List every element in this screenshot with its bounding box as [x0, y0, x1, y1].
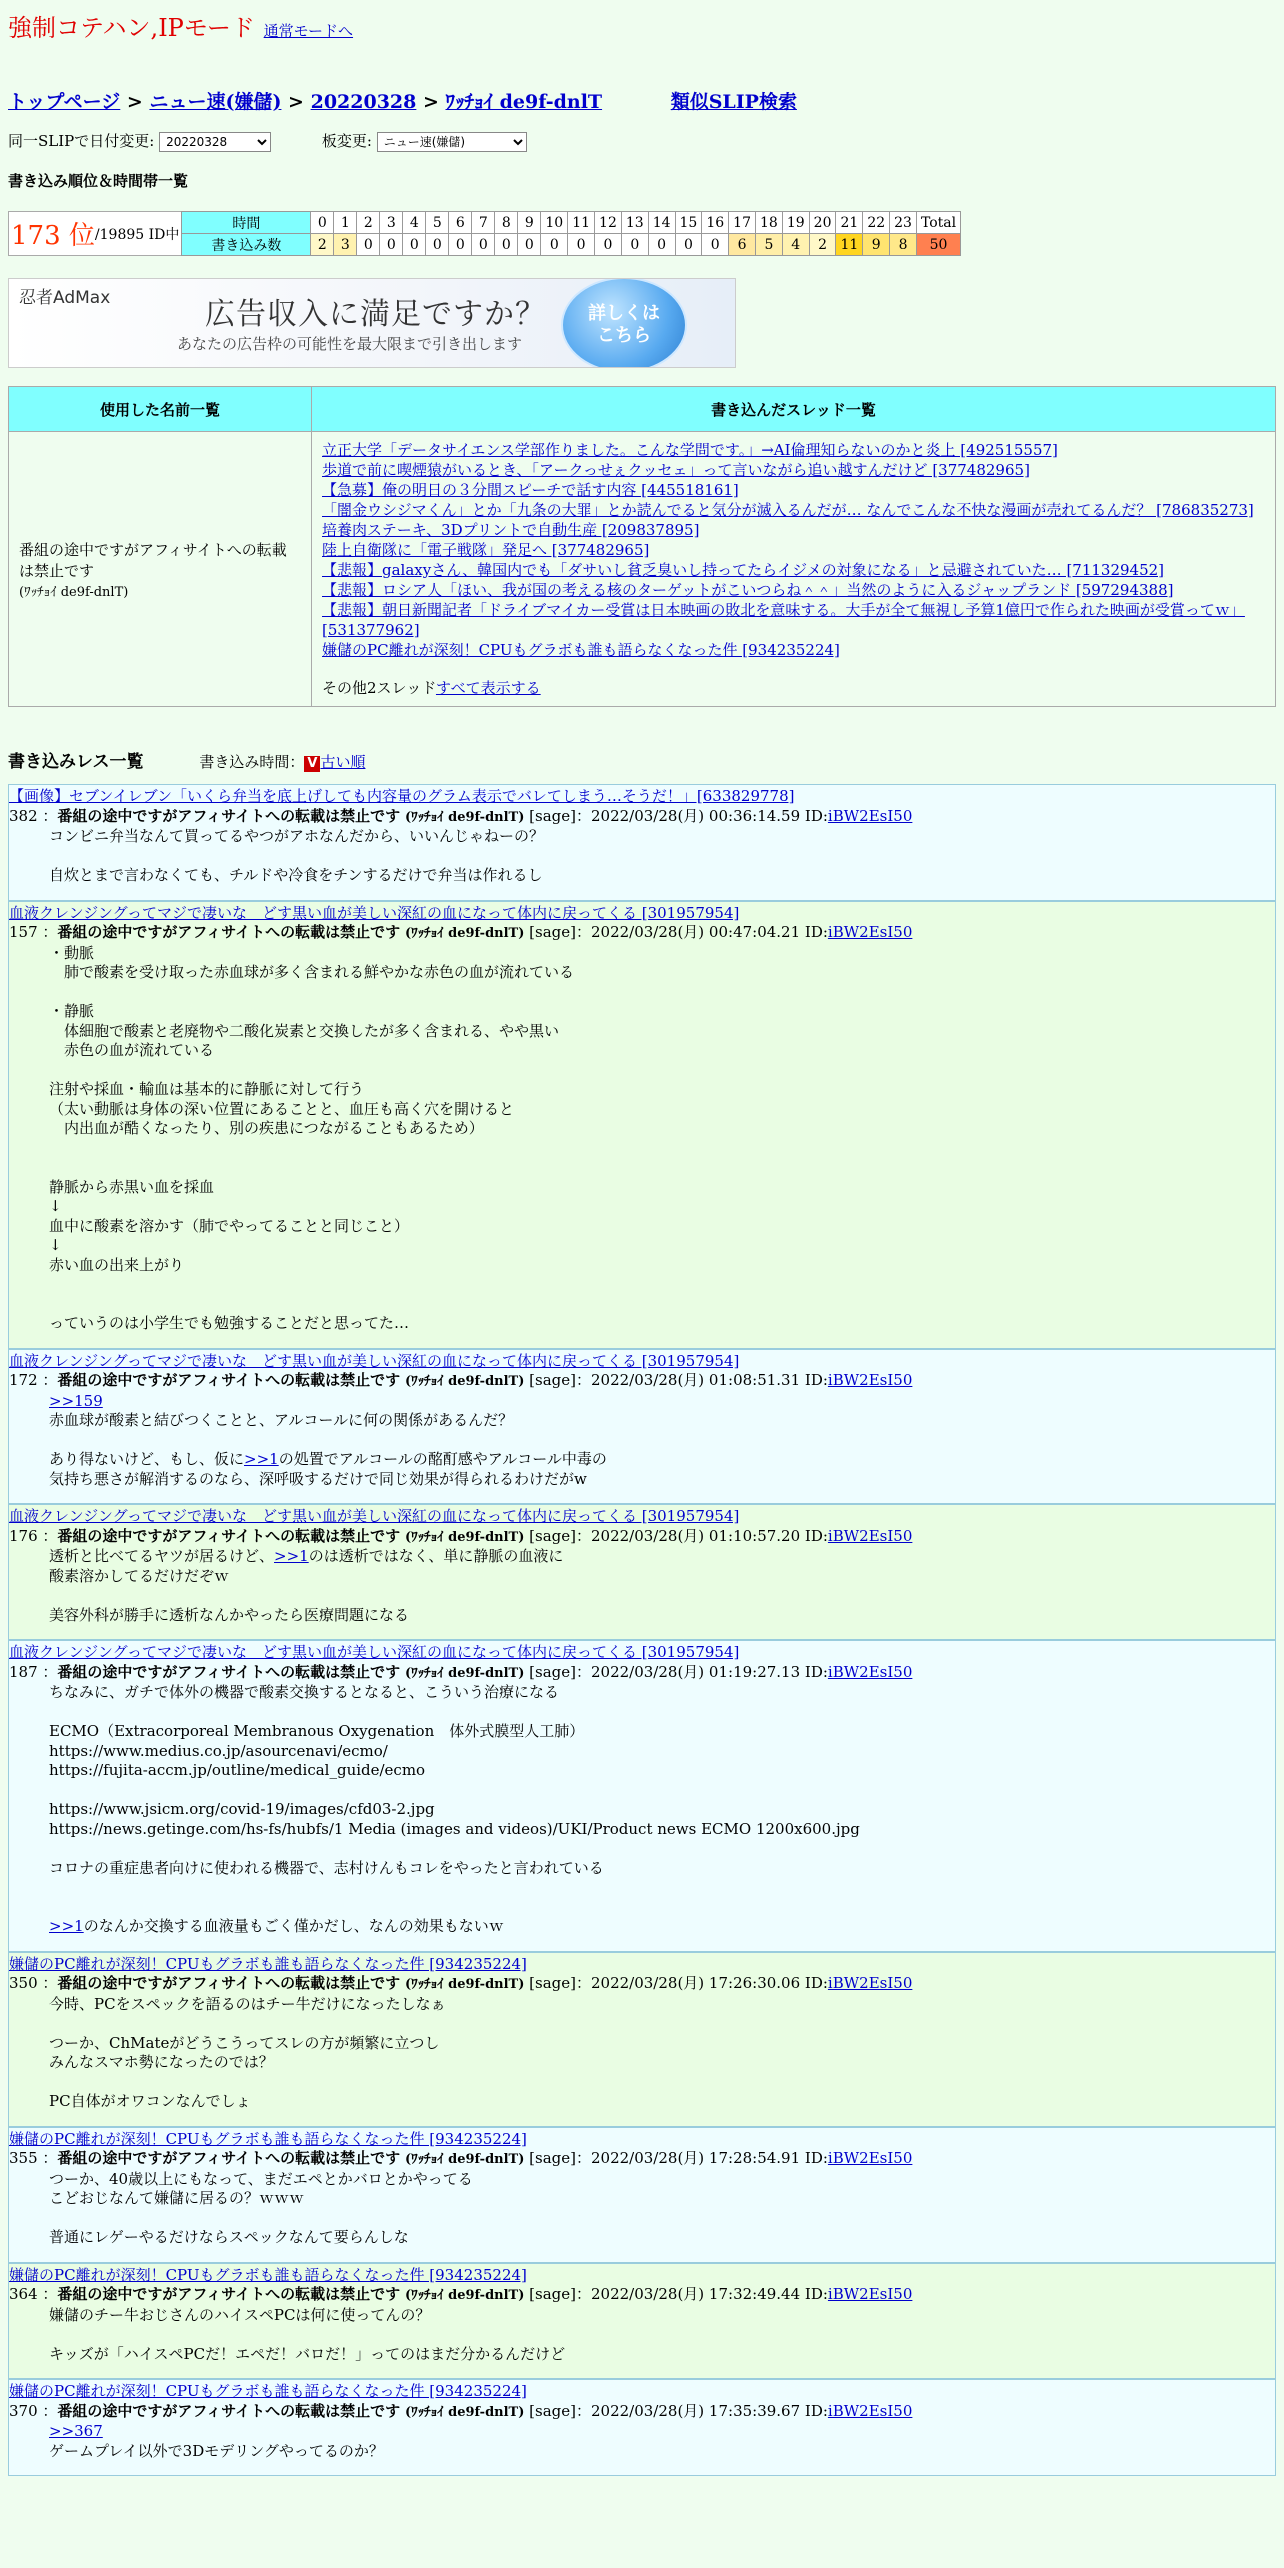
post-thread-link[interactable]: 嫌儲のPC離れが深刻！CPUもグラボも誰も語らなくなった件 [934235224] [9, 1954, 527, 1973]
hour-label-cell: 7 [472, 212, 495, 234]
oldest-first-link[interactable]: 古い順 [320, 753, 366, 771]
breadcrumb-sep: > [416, 91, 446, 113]
hour-count-cell: 50 [916, 234, 960, 256]
hour-count-cell: 0 [426, 234, 449, 256]
post-colon: ： [37, 1371, 58, 1389]
hour-label-cell: 19 [782, 212, 809, 234]
post-number: 187 [9, 1662, 38, 1681]
reply-anchor-link[interactable]: >>1 [49, 1917, 84, 1935]
post-body: ・動脈 肺で酸素を受け取った赤血球が多く含まれる鮮やかな赤色の血が流れている ・静脈 体細胞で酸素と老廃物や二酸化炭素と交換したが多く含まれる、やや黒い 赤色の血が流れている 注射や採血・輸血は基本的に静脈に対して行う （太い動脈は身体の深い位置にあることと、血圧も高く穴を開けると 内出血が酷くなったり、別の疾患につながることもあるため） 静脈から赤黒い血を採血 ↓ 血中に酸素を溶かす（肺でやってることと同じこと） ↓ 赤い血の出来上がり っていうのは小学生でも勉強することだと思ってた… [49, 943, 575, 1332]
hour-label-cell: 1 [334, 212, 357, 234]
other-threads-text: その他2スレッド [322, 679, 436, 697]
thread-link[interactable]: 「闇金ウシジマくん」とか「九条の大罪」とか読んでると気分が滅入るんだが… なんでこんな不快な漫画が売れてるんだ？ [786835273] [322, 501, 1254, 519]
hour-label-cell: Total [916, 212, 960, 234]
post-body: ちなみに、ガチで体外の機器で酸素交換するとなると、こういう治療になる ECMO（Extracorporeal Membranous Oxygenation 体外式膜型人工肺） https://www.medius.co.jp/asourcenavi/ecmo/ https://fujita-accm.jp/outline/medical_guide/ecmo https://www.jsicm.org/covid-19/images/cfd03-2.jpg https://news.getinge.com/hs-fs/hubfs/1 Media (images and videos)/UKI/Product news ECMO 1200x600.jpg コロナの重症患者向けに使われる機器で、志村けんもコレをやったと言われている >>1のなんか交換する血液量もごく僅かだし、なんの効果もないｗ [49, 1683, 860, 1935]
hour-label-cell: 21 [836, 212, 863, 234]
post-id-link[interactable]: iBW2EsI50 [827, 2285, 913, 2303]
hour-label-cell: 6 [449, 212, 472, 234]
reply-anchor-link[interactable]: >>367 [49, 2422, 103, 2440]
post-author: 番組の途中ですがアフィサイトへの転載は禁止です [57, 2401, 401, 2420]
thread-link[interactable]: 立正大学「データサイエンス学部作りました。こんな学問です。」→AI倫理知らないのかと炎上 [492515557] [322, 441, 1058, 459]
post-author: 番組の途中ですがアフィサイトへの転載は禁止です [57, 806, 401, 825]
reply-anchor-link[interactable]: >>159 [49, 1391, 103, 1410]
post-id-link[interactable]: iBW2EsI50 [827, 2401, 913, 2420]
hour-count-cell: 0 [357, 234, 380, 256]
thread-link[interactable]: 【悲報】galaxyさん、韓国内でも「ダサいし貧乏臭いし持ってたらイジメの対象になる」と忌避されていた… [711329452] [322, 561, 1165, 579]
post-trip: (ﾜｯﾁｮｲ de9f-dnlT) [404, 2404, 525, 2420]
hour-label-cell: 3 [380, 212, 403, 234]
post [8, 1640, 1276, 1952]
post-meta [9, 807, 1275, 828]
used-name-trip: (ﾜｯﾁｮｲ de9f-dnlT) [19, 584, 129, 600]
post-id-link[interactable]: iBW2EsI50 [827, 1526, 913, 1545]
names-threads-table [8, 386, 1276, 707]
thread-cell [312, 432, 1276, 707]
breadcrumb-top-link[interactable]: トップページ [8, 91, 121, 113]
time-label: 時間 [182, 212, 311, 234]
post-number: 176 [9, 1526, 38, 1545]
post-date: [sage]：2022/03/28(月) 17:35:39.67 ID: [529, 2401, 828, 2420]
reply-anchor-link[interactable]: >>1 [244, 1450, 279, 1468]
ad-subline: あなたの広告枠の可能性を最大限まで引き出します [177, 335, 523, 353]
hour-count-cell: 0 [702, 234, 729, 256]
breadcrumb-sep: > [120, 91, 150, 113]
post-meta [9, 2402, 1275, 2423]
hour-label-cell: 9 [518, 212, 541, 234]
sort-toggle-icon[interactable]: V [304, 756, 320, 772]
count-label: 書き込み数 [182, 234, 311, 256]
date-select[interactable] [159, 132, 271, 152]
names-table-header [9, 387, 1276, 432]
thread-link[interactable]: 【悲報】朝日新聞記者「ドライブマイカー受賞は日本映画の敗北を意味する。大手が全て無視し予算1億円で作られた映画が受賞ってｗ」[531377962] [322, 601, 1245, 639]
normal-mode-link[interactable]: 通常モードへ [263, 22, 354, 40]
post-meta [9, 1974, 1275, 1995]
hour-count-cell: 0 [675, 234, 702, 256]
hour-label-cell: 16 [702, 212, 729, 234]
post [8, 1349, 1276, 1505]
hour-count-cell: 0 [621, 234, 648, 256]
reply-anchor-link[interactable]: >>1 [274, 1547, 309, 1565]
post-number: 157 [9, 923, 38, 941]
res-section-header [8, 747, 1276, 772]
hour-label-cell: 13 [621, 212, 648, 234]
mode-title: 強制コテハン,IPモード [8, 14, 255, 42]
post-colon: ： [37, 806, 58, 825]
post-meta [9, 1527, 1275, 1548]
threads-col-header: 書き込んだスレッド一覧 [312, 387, 1276, 432]
other-threads [322, 678, 1265, 698]
post-body: 透析と比べてるヤツが居るけど、>>1のは透析ではなく、単に静脈の血液に 酸素溶かしてるだけだぞｗ 美容外科が勝手に透析なんかやったら医療問題になる [49, 1547, 564, 1624]
post-thread-link[interactable]: 血液クレンジングってマジで凄いな どす黒い血が美しい深紅の血になって体内に戻ってくる [301957954] [9, 1351, 740, 1370]
post-thread-link[interactable]: 【画像】セブンイレブン「いくら弁当を底上げしても内容量のグラム表示でバレてしまう…そうだ！」[633829778] [9, 787, 795, 805]
hour-label-cell: 8 [495, 212, 518, 234]
post-colon: ： [37, 2401, 58, 2420]
hour-count-cell: 3 [334, 234, 357, 256]
thread-item [322, 580, 1265, 600]
thread-link[interactable]: 陸上自衛隊に「電子戦隊」発足へ [377482965] [322, 541, 650, 559]
post-list [8, 784, 1276, 2476]
hour-label-cell: 20 [809, 212, 836, 234]
board-change-label: 板変更: [321, 132, 372, 150]
hour-count-cell: 0 [518, 234, 541, 256]
post-date: [sage]：2022/03/28(月) 00:47:04.21 ID: [529, 923, 828, 941]
hour-count-cell: 11 [836, 234, 863, 256]
show-all-threads-link[interactable]: すべて表示する [435, 679, 541, 697]
post-number: 355 [9, 2149, 38, 2167]
hour-label-cell: 4 [403, 212, 426, 234]
hour-count-cell: 0 [380, 234, 403, 256]
post-date: [sage]：2022/03/28(月) 17:28:54.91 ID: [529, 2149, 828, 2167]
post [8, 1504, 1276, 1640]
post-trip: (ﾜｯﾁｮｲ de9f-dnlT) [404, 926, 525, 941]
hour-label-cell: 5 [426, 212, 449, 234]
ad-headline: 広告収入に満足ですか？ [205, 297, 546, 332]
used-name: 番組の途中ですがアフィサイトへの転載は禁止です [19, 540, 287, 580]
breadcrumb-name-link[interactable]: ﾜｯﾁｮｲ de9f-dnlT [445, 91, 603, 113]
post-trip: (ﾜｯﾁｮｲ de9f-dnlT) [404, 809, 525, 825]
post-body: >>159 赤血球が酸素と結びつくことと、アルコールに何の関係があるんだ？ あり得ないけど、もし、仮に>>1の処置でアルコールの酩酊感やアルコール中毒の 気持ち悪さが解消するのなら、深呼吸するだけで同じ効果が得られるわけだがw [49, 1391, 607, 1488]
rank-section-title: 書き込み順位＆時間帯一覧 [8, 172, 189, 190]
post-body: 嫌儲のチー牛おじさんのハイスペPCは何に使ってんの？ キッズが「ハイスペPCだ！エペだ！バロだ！」ってのはまだ分かるんだけど [49, 2305, 566, 2363]
similar-slip-link[interactable]: 類似SLIP検索 [670, 91, 797, 113]
post-body: コンビニ弁当なんて買ってるやつがアホなんだから、いいんじゃねーの？ 自炊とまで言わなくても、チルドや冷食をチンするだけで弁当は作れるし [49, 827, 545, 884]
hour-count-cell: 4 [782, 234, 809, 256]
post-number: 350 [9, 1974, 38, 1992]
post-body: 今時、PCをスペックを語るのはチー牛だけになったしなぁ つーか、ChMateがどうこうってスレの方が頻繁に立つし みんなスマホ勢になったのでは？ PC自体がオワコンなんでしょ [49, 1994, 446, 2110]
post-id-link[interactable]: iBW2EsI50 [827, 2149, 913, 2167]
post [8, 784, 1276, 901]
thread-item [322, 640, 1265, 660]
ad-details-button[interactable] [561, 278, 687, 368]
hour-count-cell: 0 [648, 234, 675, 256]
hour-count-cell: 0 [403, 234, 426, 256]
thread-link[interactable]: 【悲報】ロシア人「ほい、我が国の考える核のターゲットがこいつらね＾＾」当然のように入るジャップランド [597294388] [322, 581, 1174, 599]
hour-label-cell: 2 [357, 212, 380, 234]
thread-link[interactable]: 【急募】俺の明日の３分間スピーチで話す内容 [445518161] [322, 481, 739, 499]
post-colon: ： [37, 923, 58, 941]
thread-item [322, 600, 1265, 640]
ad-details-label: 詳しくはこちら [588, 303, 660, 346]
order-control [199, 753, 365, 771]
res-section-title: 書き込みレス一覧 [8, 752, 144, 772]
hour-label-cell: 18 [756, 212, 783, 234]
hour-label-cell: 23 [890, 212, 917, 234]
select-row [8, 130, 1276, 152]
hour-count-cell: 5 [756, 234, 783, 256]
breadcrumb-date-link[interactable]: 20220328 [310, 91, 417, 113]
post-author: 番組の途中ですがアフィサイトへの転載は禁止です [57, 1526, 401, 1545]
post-id-link[interactable]: iBW2EsI50 [827, 923, 913, 941]
post-date: [sage]：2022/03/28(月) 17:32:49.44 ID: [529, 2285, 828, 2303]
hour-count-cell: 0 [495, 234, 518, 256]
hourly-table [181, 211, 961, 256]
post-body: つーか、40歳以上にもなって、まだエペとかバロとかやってる こどおじなんて嫌儲に居るの？ｗｗｗ 普通にレゲーやるだけならスペックなんて要らんしな [49, 2169, 473, 2246]
ad-banner[interactable] [8, 278, 736, 368]
post-colon: ： [37, 2149, 58, 2167]
post-meta [9, 2285, 1275, 2306]
hour-count-cell: 0 [595, 234, 622, 256]
breadcrumb [8, 87, 1276, 114]
post-trip: (ﾜｯﾁｮｲ de9f-dnlT) [404, 2152, 525, 2167]
hour-count-cell: 0 [449, 234, 472, 256]
thread-link[interactable]: 嫌儲のPC離れが深刻！CPUもグラボも誰も語らなくなった件 [934235224] [322, 641, 840, 659]
hour-label-cell: 22 [863, 212, 890, 234]
thread-item [322, 540, 1265, 560]
mode-header [8, 8, 1276, 43]
hour-count-cell: 2 [311, 234, 334, 256]
post-author: 番組の途中ですがアフィサイトへの転載は禁止です [57, 1662, 401, 1681]
post [8, 2127, 1276, 2263]
thread-link[interactable]: 歩道で前に喫煙猿がいるとき、「アークっせぇクッセェ」って言いながら追い越すんだけど [377482965] [322, 461, 1030, 479]
post-trip: (ﾜｯﾁｮｲ de9f-dnlT) [404, 1529, 525, 1545]
date-change-label: 同一SLIPで日付変更: [8, 132, 155, 150]
post-id-link[interactable]: iBW2EsI50 [827, 1662, 913, 1681]
hour-header-row [182, 212, 961, 234]
post-meta [9, 1371, 1275, 1392]
post-thread-link[interactable]: 嫌儲のPC離れが深刻！CPUもグラボも誰も語らなくなった件 [934235224] [9, 2382, 527, 2400]
rank-position: 173 位 [11, 221, 95, 251]
rank-total: /19895 ID中 [94, 226, 180, 243]
hour-label-cell: 0 [311, 212, 334, 234]
post-trip: (ﾜｯﾁｮｲ de9f-dnlT) [404, 2288, 525, 2303]
breadcrumb-sep: > [281, 91, 311, 113]
post [8, 901, 1276, 1349]
thread-item [322, 520, 1265, 540]
names-col-header: 使用した名前一覧 [9, 387, 312, 432]
post-meta [9, 2149, 1275, 2170]
thread-item [322, 480, 1265, 500]
post [8, 2379, 1276, 2476]
breadcrumb-board-link[interactable]: ニュー速(嫌儲) [149, 91, 282, 113]
post-meta [9, 923, 1275, 944]
post-thread-link[interactable]: 血液クレンジングってマジで凄いな どす黒い血が美しい深紅の血になって体内に戻ってくる [301957954] [9, 1507, 740, 1525]
hour-count-cell: 8 [890, 234, 917, 256]
post-body: >>367 ゲームプレイ以外で3Dモデリングやってるのか？ [49, 2422, 384, 2460]
hour-count-cell: 0 [568, 234, 595, 256]
post-author: 番組の途中ですがアフィサイトへの転載は禁止です [57, 2285, 401, 2303]
thread-item [322, 440, 1265, 460]
thread-link[interactable]: 培養肉ステーキ、3Dプリントで自動生産 [209837895] [322, 521, 700, 539]
post-number: 382 [9, 806, 38, 825]
thread-item [322, 560, 1265, 580]
post [8, 2263, 1276, 2380]
post-id-link[interactable]: iBW2EsI50 [827, 1974, 913, 1992]
names-table-row [9, 432, 1276, 707]
rank-box [8, 211, 181, 256]
hour-count-cell: 9 [863, 234, 890, 256]
post-number: 364 [9, 2285, 38, 2303]
post-colon: ： [37, 2285, 58, 2303]
rank-row [8, 211, 1276, 256]
post-colon: ： [37, 1662, 58, 1681]
post-id-link[interactable]: iBW2EsI50 [827, 806, 913, 825]
post-date: [sage]：2022/03/28(月) 17:26:30.06 ID: [529, 1974, 828, 1992]
post-id-link[interactable]: iBW2EsI50 [827, 1371, 913, 1389]
post-colon: ： [37, 1974, 58, 1992]
post-meta [9, 1663, 1275, 1684]
post-thread-link[interactable]: 嫌儲のPC離れが深刻！CPUもグラボも誰も語らなくなった件 [934235224] [9, 2265, 527, 2284]
hour-count-cell: 0 [541, 234, 568, 256]
post-trip: (ﾜｯﾁｮｲ de9f-dnlT) [404, 1374, 525, 1389]
hour-count-cell: 0 [472, 234, 495, 256]
order-label: 書き込み時間： [199, 753, 305, 771]
hour-label-cell: 10 [541, 212, 568, 234]
post [8, 1952, 1276, 2127]
post-author: 番組の途中ですがアフィサイトへの転載は禁止です [57, 2149, 401, 2167]
post-author: 番組の途中ですがアフィサイトへの転載は禁止です [57, 1974, 401, 1992]
thread-item [322, 460, 1265, 480]
post-date: [sage]：2022/03/28(月) 00:36:14.59 ID: [529, 806, 828, 825]
hour-label-cell: 14 [648, 212, 675, 234]
post-thread-link[interactable]: 嫌儲のPC離れが深刻！CPUもグラボも誰も語らなくなった件 [934235224] [9, 2129, 527, 2148]
hour-count-row [182, 234, 961, 256]
ad-logo: 忍者AdMax [19, 288, 111, 308]
name-cell [9, 432, 312, 707]
thread-item [322, 500, 1265, 520]
hour-count-cell: 2 [809, 234, 836, 256]
post-thread-link[interactable]: 血液クレンジングってマジで凄いな どす黒い血が美しい深紅の血になって体内に戻ってくる [301957954] [9, 1643, 740, 1661]
post-date: [sage]：2022/03/28(月) 01:10:57.20 ID: [529, 1526, 828, 1545]
post-number: 370 [9, 2401, 38, 2420]
hour-label-cell: 17 [729, 212, 756, 234]
post-colon: ： [37, 1526, 58, 1545]
post-date: [sage]：2022/03/28(月) 01:19:27.13 ID: [529, 1662, 828, 1681]
post-number: 172 [9, 1371, 38, 1389]
post-thread-link[interactable]: 血液クレンジングってマジで凄いな どす黒い血が美しい深紅の血になって体内に戻ってくる [301957954] [9, 903, 740, 922]
post-trip: (ﾜｯﾁｮｲ de9f-dnlT) [404, 1665, 525, 1681]
hour-label-cell: 15 [675, 212, 702, 234]
post-author: 番組の途中ですがアフィサイトへの転載は禁止です [57, 923, 401, 941]
post-date: [sage]：2022/03/28(月) 01:08:51.31 ID: [529, 1371, 828, 1389]
hour-label-cell: 12 [595, 212, 622, 234]
board-select[interactable] [377, 132, 527, 152]
hour-count-cell: 6 [729, 234, 756, 256]
post-author: 番組の途中ですがアフィサイトへの転載は禁止です [57, 1371, 401, 1389]
hour-label-cell: 11 [568, 212, 595, 234]
post-trip: (ﾜｯﾁｮｲ de9f-dnlT) [404, 1977, 525, 1992]
thread-list [322, 440, 1265, 660]
